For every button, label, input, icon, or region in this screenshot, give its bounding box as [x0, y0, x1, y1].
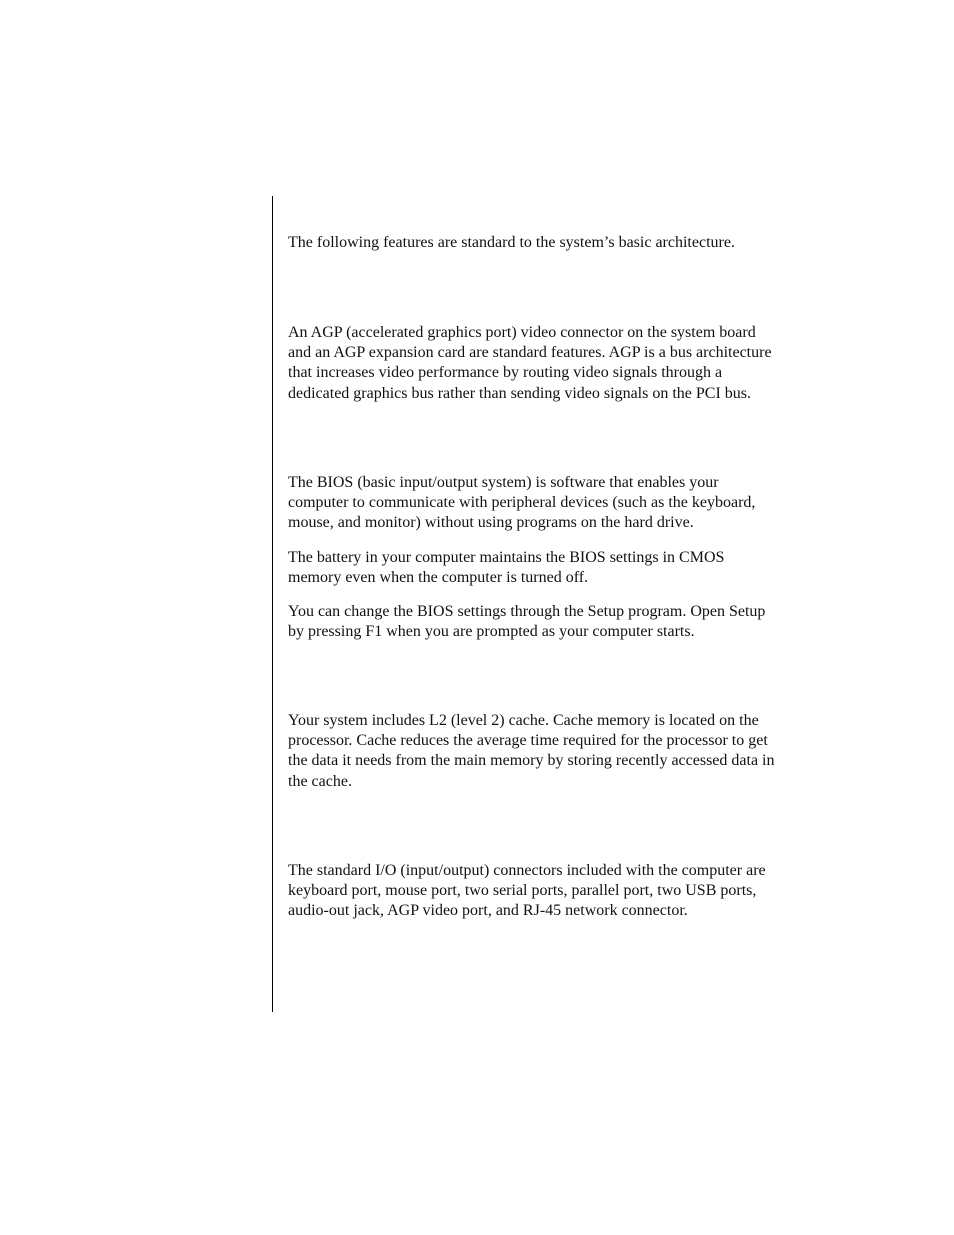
intro-paragraph: The following features are standard to the system’s basic architecture.: [288, 234, 735, 251]
bios-paragraph: The BIOS (basic input/output system) is software that enables your computer to communicate with peripheral devices (such as the keyboard, mouse, and monitor) without using programs on the hard drive.: [288, 474, 756, 532]
io-connectors-paragraph: The standard I/O (input/output) connectors included with the computer are keyboard port, mouse port, two serial ports, parallel port, two USB ports, audio-out jack, AGP video port, and RJ-45 network connector.: [288, 862, 766, 920]
cache-paragraph: Your system includes L2 (level 2) cache. Cache memory is located on the processor. Cache reduces the average time required for the processor to get the data it needs from the main memory by storing recently accessed data in the cache.: [288, 712, 775, 790]
setup-paragraph: You can change the BIOS settings through the Setup program. Open Setup by pressing F1 when you are prompted as your computer starts.: [288, 603, 766, 641]
margin-rule: [272, 196, 273, 1012]
battery-paragraph: The battery in your computer maintains the BIOS settings in CMOS memory even when the computer is turned off.: [288, 549, 725, 587]
agp-paragraph: An AGP (accelerated graphics port) video connector on the system board and an AGP expansion card are standard features. AGP is a bus architecture that increases video performance by routing video signals through a dedicated graphics bus rather than sending video signals on the PCI bus.: [288, 324, 772, 402]
